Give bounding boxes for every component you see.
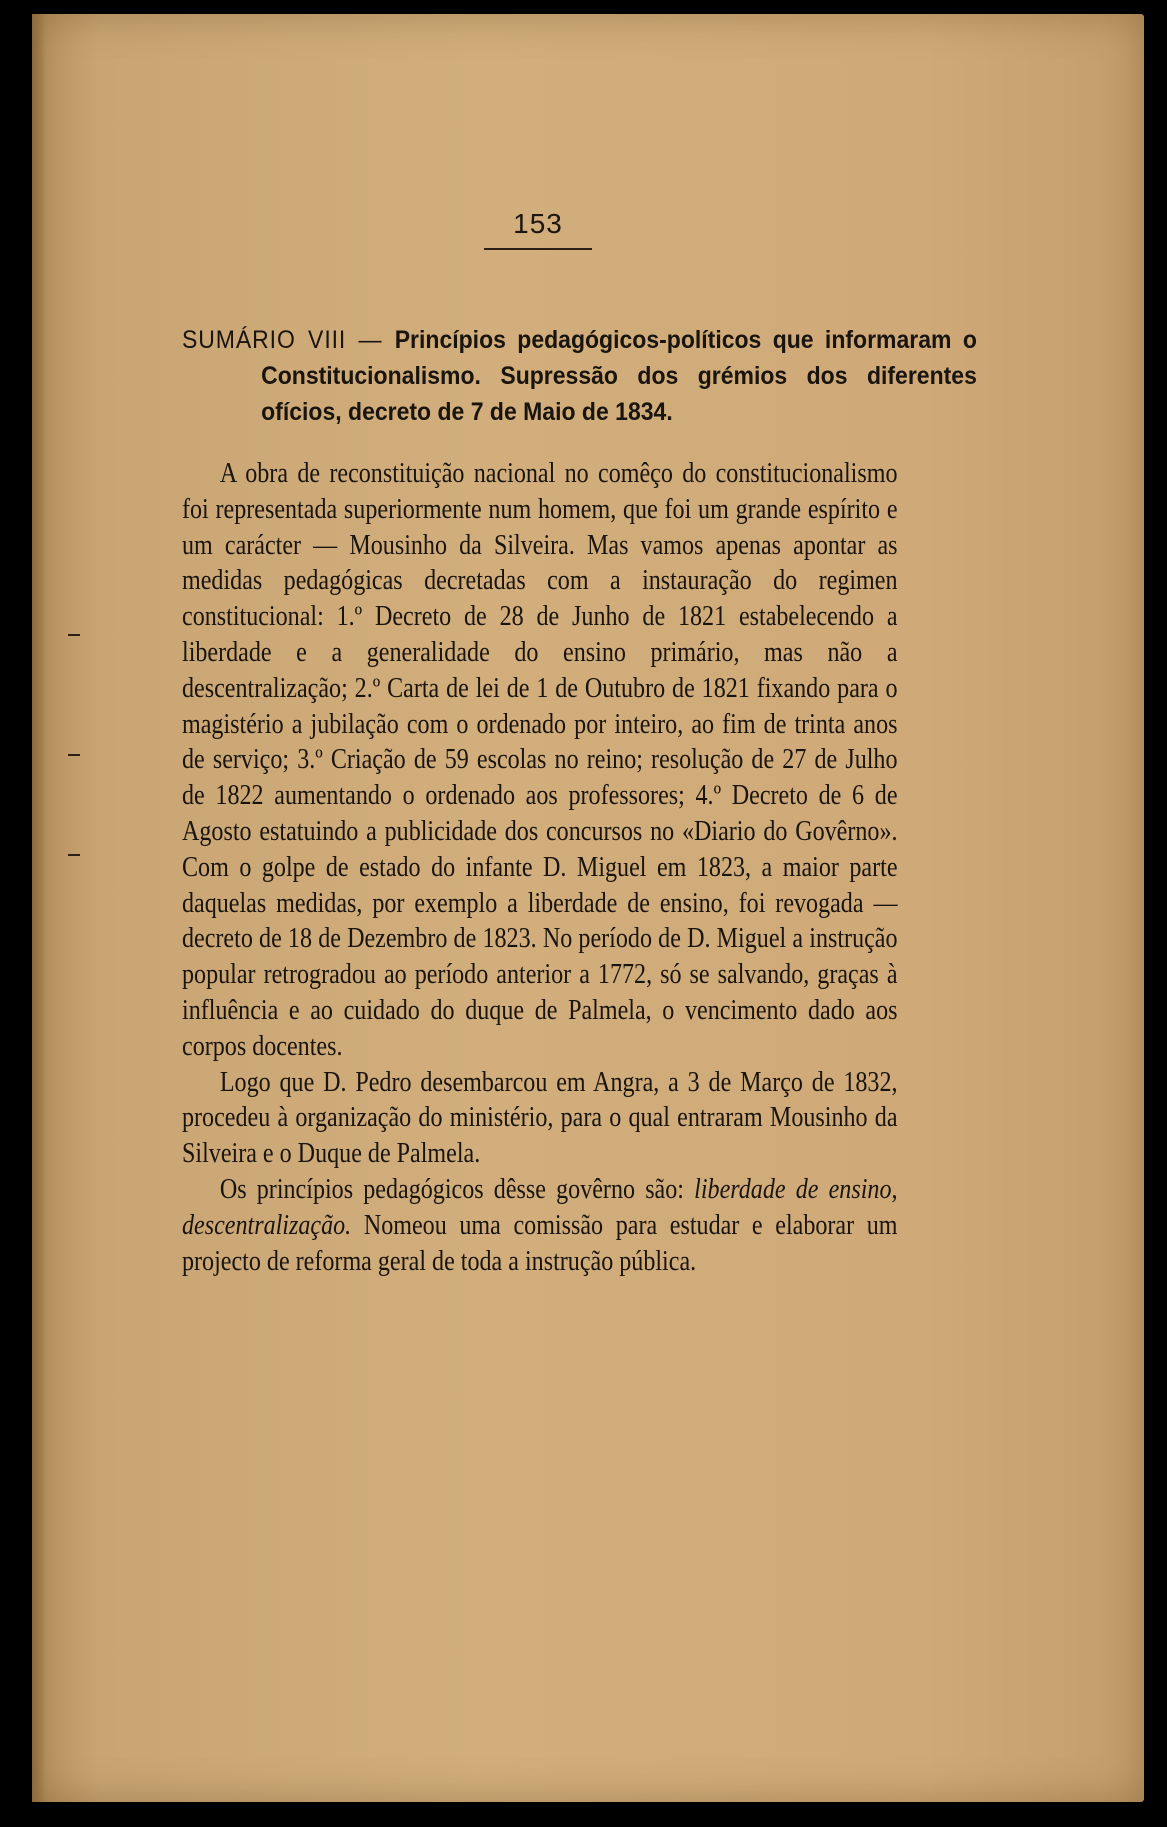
paragraph-3 xyxy=(182,1172,898,1279)
text-block xyxy=(182,322,977,1279)
chapter-summary xyxy=(182,322,977,430)
paragraph-3-text: Os princípios pedagógicos dêsse govêrno são: xyxy=(219,1173,695,1205)
summary-text: Princípios pedagógicos-políticos que informaram o Constitucionalismo. Supressão dos grémios dos diferentes ofícios, decreto de 7 de Maio de 1834. xyxy=(261,326,977,426)
margin-mark xyxy=(68,854,80,856)
page-number-rule xyxy=(484,248,592,250)
page-number: 153 xyxy=(513,208,563,239)
paragraph-3-italic: liberdade de ensino, descentralização. xyxy=(182,1173,898,1241)
page-number-area xyxy=(484,208,592,240)
paragraph-2: Logo que D. Pedro desembarcou em Angra, a 3 de Março de 1832, procedeu à organização do ministério, para o qual entraram Mousinho da Silveira e o Duque de Palmela. xyxy=(182,1066,898,1170)
margin-mark xyxy=(68,634,80,636)
margin-mark xyxy=(68,754,80,756)
paragraph-3-rest: Nomeou uma comissão para estudar e elaborar um projecto de reforma geral de toda a instrução pública. xyxy=(182,1209,898,1277)
summary-label: SUMÁRIO VIII — xyxy=(182,326,395,354)
paragraph-1: A obra de reconstituição nacional no comêço do constitucionalismo foi representada superiormente num homem, que foi um grande espírito e um carácter — Mousinho da Silveira. Mas vamos apenas apontar as medidas pedagógicas decretadas com a instauração do regimen constitucional: 1.º Decreto de 28 de Junho de 1821 estabelecendo a liberdade e a generalidade do ensino primário, mas não a descentralização; 2.º Carta de lei de 1 de Outubro de 1821 fixando para o magistério a jubilação com o ordenado por inteiro, ao fim de trinta anos de serviço; 3.º Criação de 59 escolas no reino; resolução de 27 de Julho de 1822 aumentando o ordenado aos professores; 4.º Decreto de 6 de Agosto estatuindo a publicidade dos concursos no «Diario do Govêrno». Com o golpe de estado do infante D. Miguel em 1823, a maior parte daquelas medidas, por exemplo a liberdade de ensino, foi revogada — decreto de 18 de Dezembro de 1823. No período de D. Miguel a instrução popular retrogradou ao período anterior a 1772, só se salvando, graças à influência e ao cuidado do duque de Palmela, o vencimento dado aos corpos docentes. xyxy=(182,458,898,1062)
